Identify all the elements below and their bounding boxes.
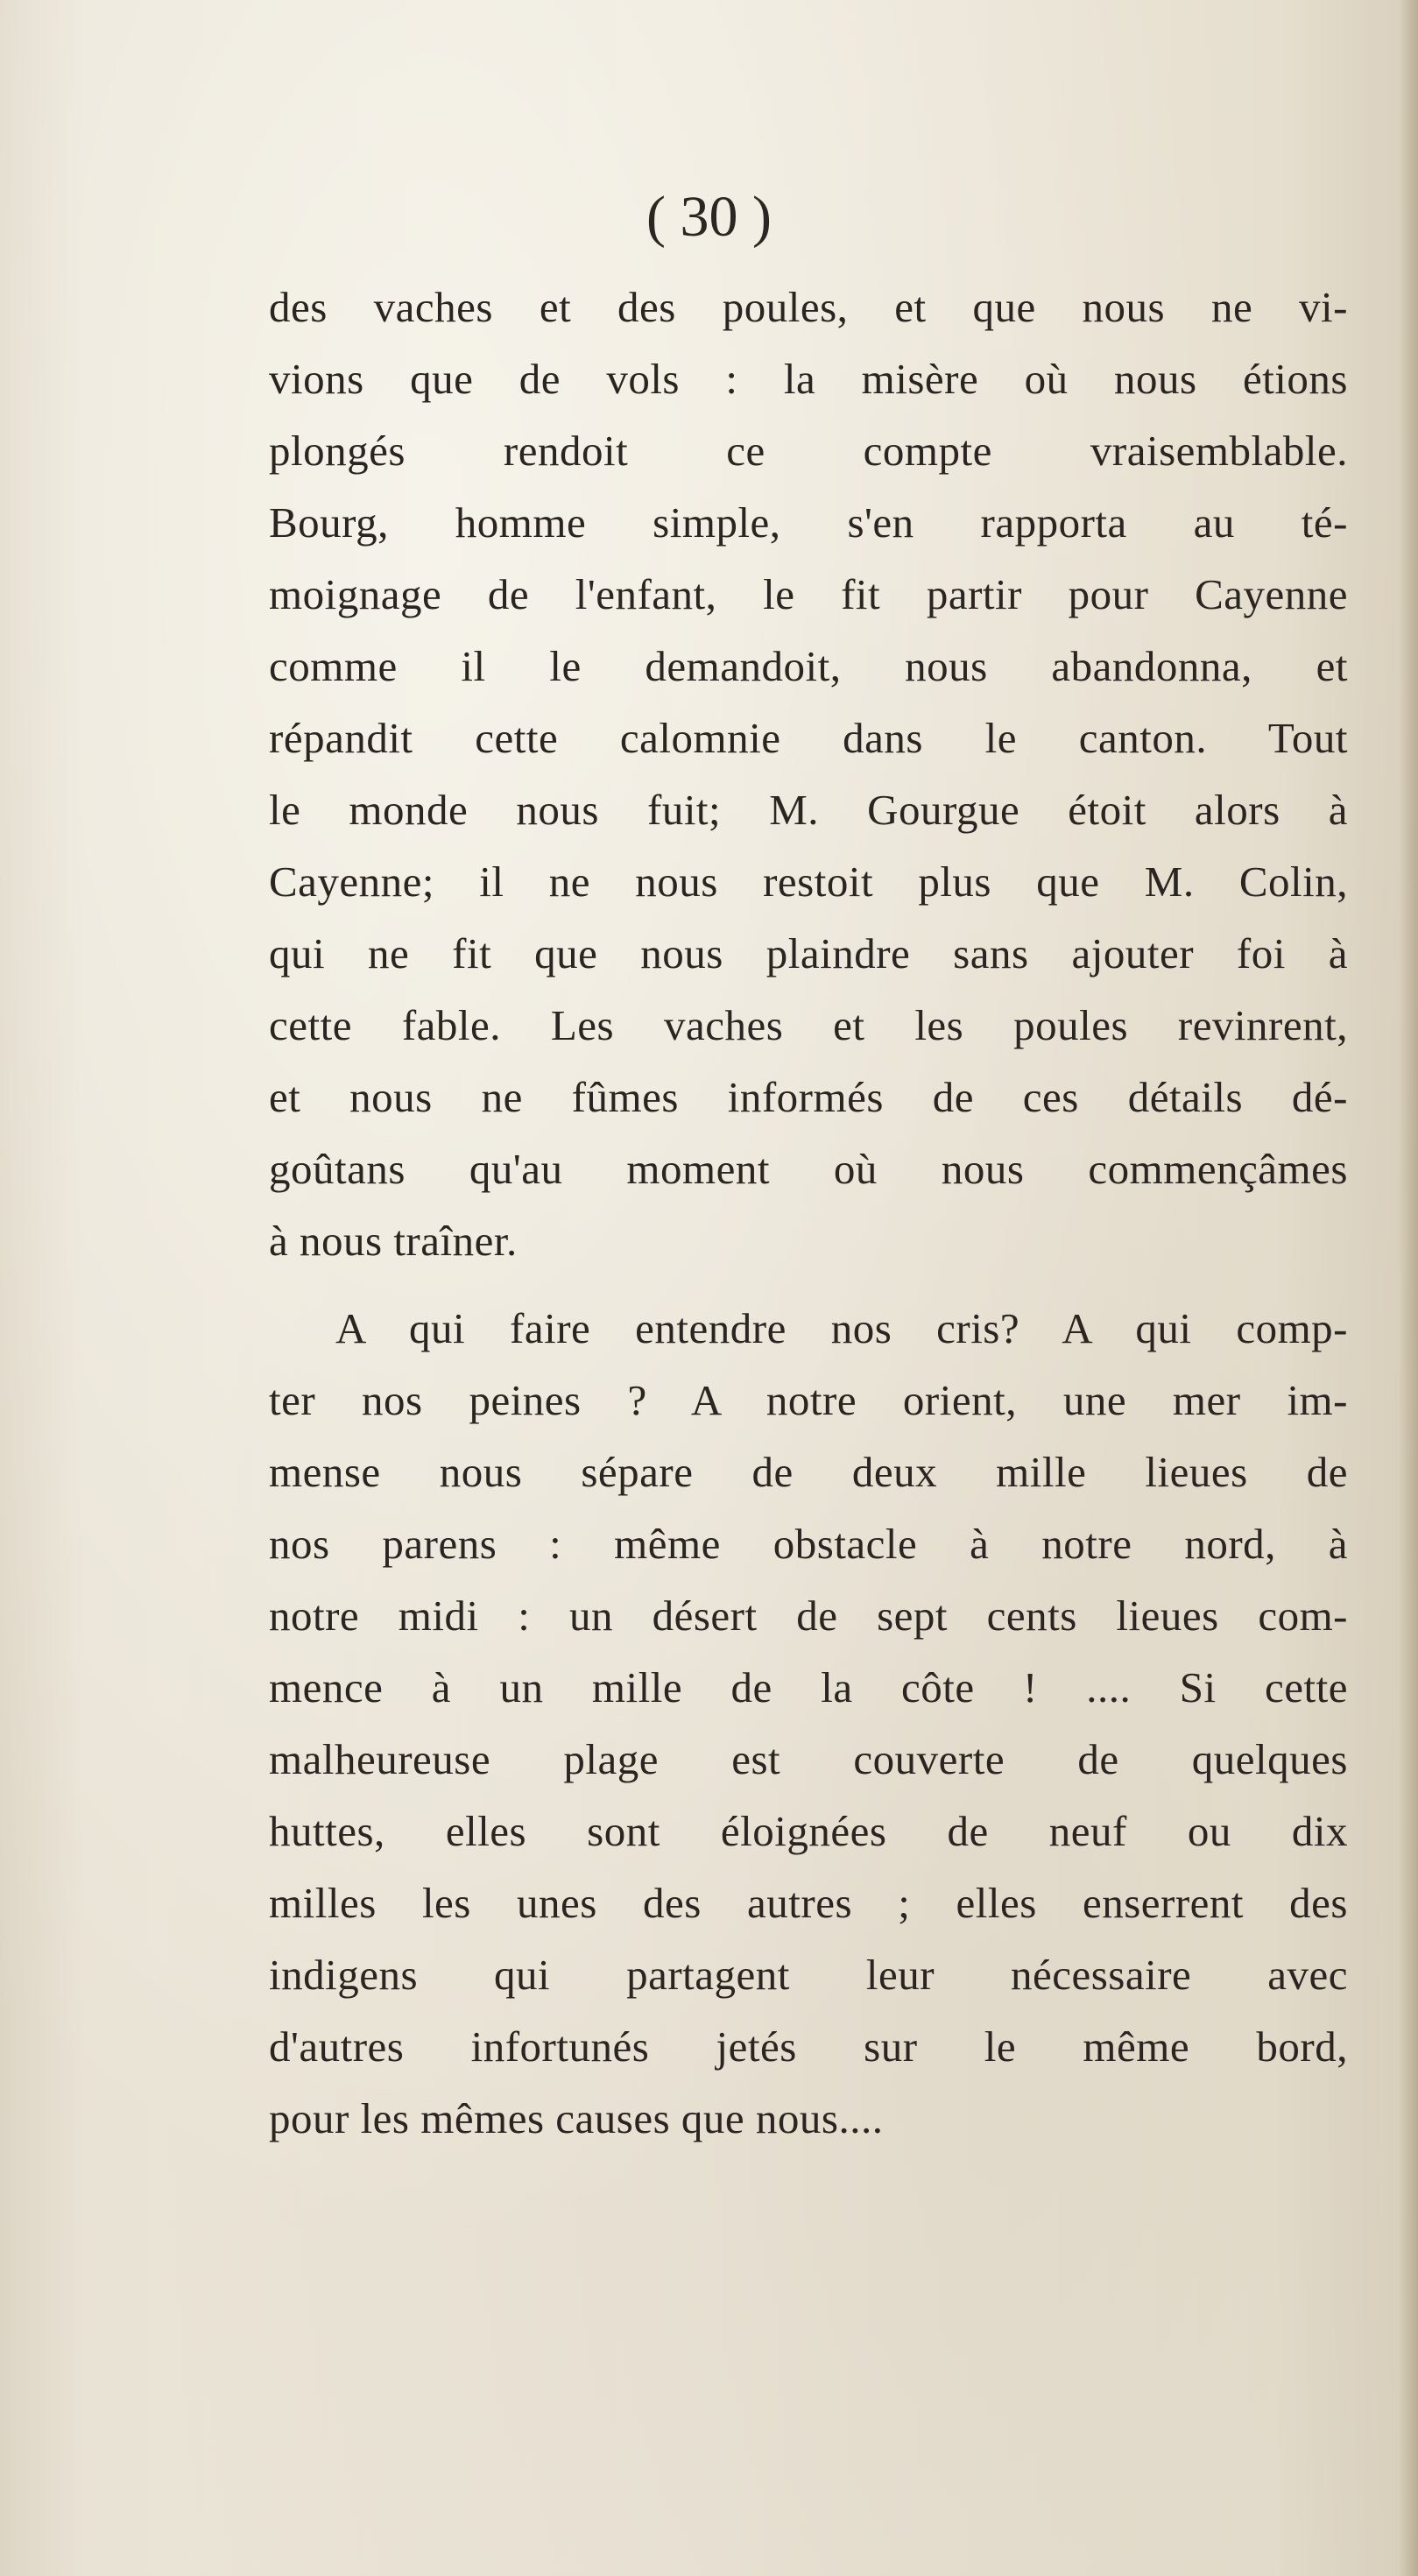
paragraph <box>269 1293 1348 2155</box>
text-line: d'autres infortunés jetés sur le même bord, <box>269 2022 1348 2071</box>
text-line: qui ne fit que nous plaindre sans ajouter foi à <box>269 929 1348 977</box>
text-line: notre midi : un désert de sept cents lieues com- <box>269 1591 1348 1640</box>
text-line: plongés rendoit ce compte vraisemblable. <box>269 427 1348 475</box>
text-line: Cayenne; il ne nous restoit plus que M. Colin, <box>269 857 1348 906</box>
text-line: A qui faire entendre nos cris? A qui comp- <box>335 1304 1348 1352</box>
text-line: indigens qui partagent leur nécessaire avec <box>269 1951 1348 1999</box>
page-edge <box>1399 0 1418 2576</box>
text-line: mense nous sépare de deux mille lieues de <box>269 1448 1348 1496</box>
text-line: comme il le demandoit, nous abandonna, et <box>269 642 1348 690</box>
text-line: et nous ne fûmes informés de ces détails dé- <box>269 1073 1348 1121</box>
text-line: huttes, elles sont éloignées de neuf ou dix <box>269 1807 1348 1855</box>
text-line: moignage de l'enfant, le fit partir pour Cayenne <box>269 570 1348 618</box>
page-number: ( 30 ) <box>646 185 772 249</box>
text-line: Bourg, homme simple, s'en rapporta au té- <box>269 498 1348 547</box>
text-line: des vaches et des poules, et que nous ne vi- <box>269 283 1348 331</box>
text-line: ter nos peines ? A notre orient, une mer im- <box>269 1376 1348 1424</box>
body-text <box>269 272 1348 2155</box>
text-line: répandit cette calomnie dans le canton. Tout <box>269 714 1348 762</box>
text-line: pour les mêmes causes que nous.... <box>269 2094 884 2142</box>
text-line: milles les unes des autres ; elles enserrent des <box>269 1879 1348 1927</box>
text-line: malheureuse plage est couverte de quelques <box>269 1735 1348 1783</box>
paragraph <box>269 272 1348 1277</box>
text-line: nos parens : même obstacle à notre nord, à <box>269 1520 1348 1568</box>
text-line: à nous traîner. <box>269 1217 518 1265</box>
text-line: mence à un mille de la côte ! .... Si cette <box>269 1663 1348 1711</box>
text-line: cette fable. Les vaches et les poules revinrent, <box>269 1001 1348 1049</box>
text-line: goûtans qu'au moment où nous commençâmes <box>269 1145 1348 1193</box>
text-line: vions que de vols : la misère où nous étions <box>269 355 1348 403</box>
text-line: le monde nous fuit; M. Gourgue étoit alors à <box>269 786 1348 834</box>
paragraph-gap <box>269 1277 1348 1293</box>
